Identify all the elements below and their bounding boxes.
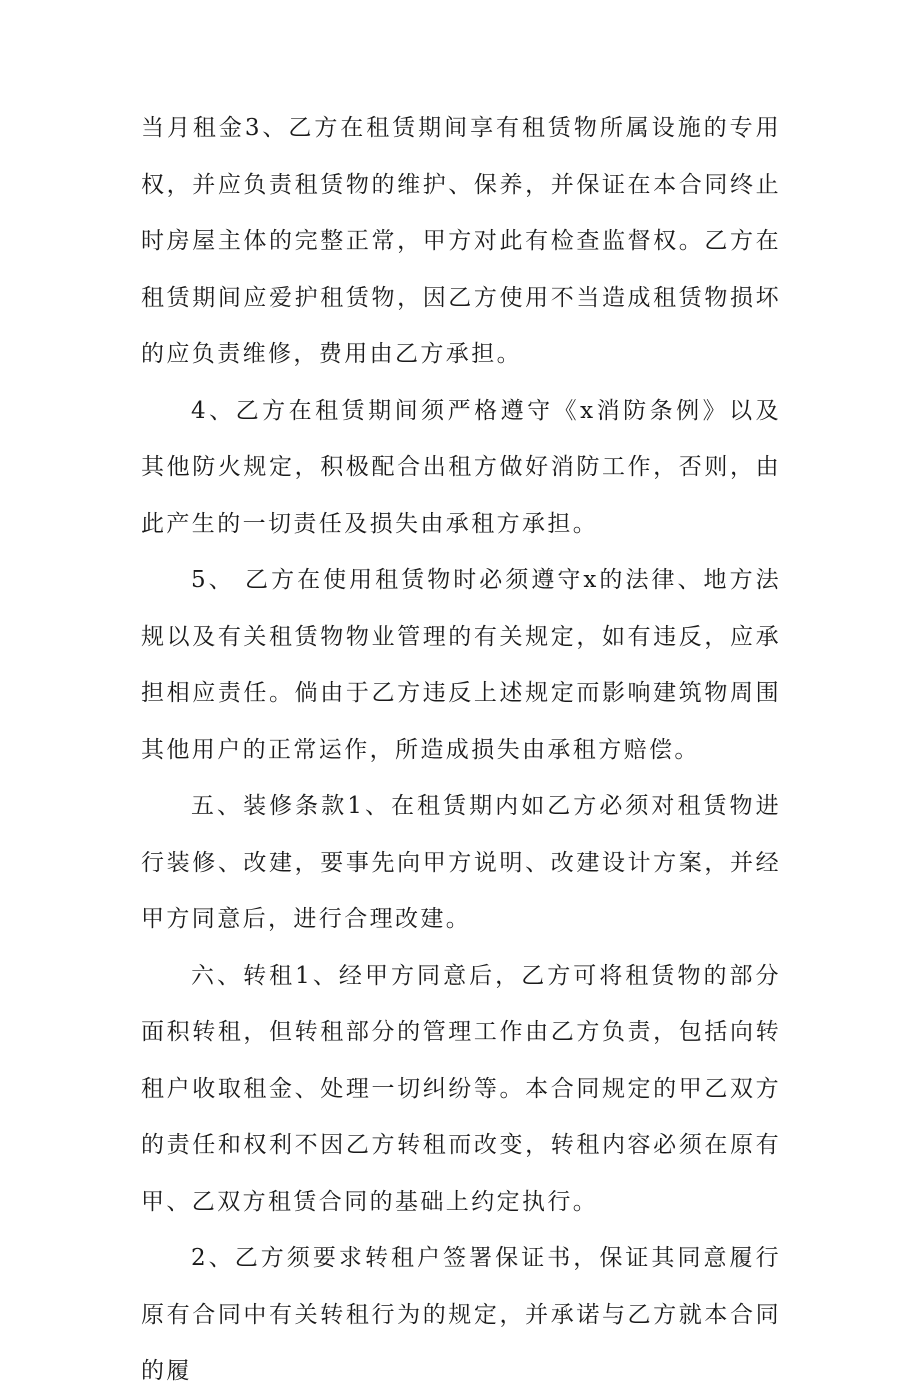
paragraph-sublease-guarantee: 2、乙方须要求转租户签署保证书，保证其同意履行原有合同中有关转租行为的规定，并承诺与乙方就本合同的履	[141, 1245, 781, 1384]
paragraph-renovation: 五、装修条款1、在租赁期内如乙方必须对租赁物进行装修、改建，要事先向甲方说明、改建设计方案，并经甲方同意后，进行合理改建。	[141, 793, 781, 932]
paragraph-rent-clause: 当月租金3、乙方在租赁期间享有租赁物所属设施的专用权，并应负责租赁物的维护、保养，并保证在本合同终止时房屋主体的完整正常，甲方对此有检查监督权。乙方在租赁期间应爱护租赁物，因乙方使用不当造成租赁物损坏的应负责维修，费用由乙方承担。	[141, 115, 781, 367]
paragraph-sublease: 六、转租1、经甲方同意后，乙方可将租赁物的部分面积转租，但转租部分的管理工作由乙方负责，包括向转租户收取租金、处理一切纠纷等。本合同规定的甲乙双方的责任和权利不因乙方转租而改变，转租内容必须在原有甲、乙双方租赁合同的基础上约定执行。	[141, 962, 781, 1215]
paragraph-legal-compliance: 5、 乙方在使用租赁物时必须遵守x的法律、地方法规以及有关租赁物物业管理的有关规定，如有违反，应承担相应责任。倘由于乙方违反上述规定而影响建筑物周围其他用户的正常运作，所造成损失由承租方赔偿。	[141, 567, 781, 763]
paragraph-fire-safety: 4、乙方在租赁期间须严格遵守《x消防条例》以及其他防火规定，积极配合出租方做好消防工作，否则，由此产生的一切责任及损失由承租方承担。	[141, 397, 781, 537]
document-body	[141, 100, 781, 1400]
